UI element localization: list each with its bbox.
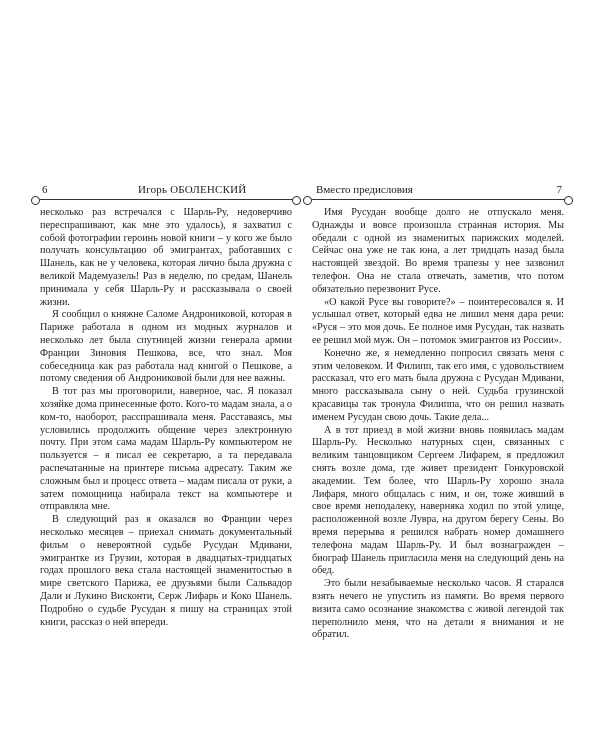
right-paragraph: «О какой Русе вы говорите?» – поинтересовался я. И услышал ответ, который едва не лишил меня дара речи: «Руся – это моя дочь. Ее полное имя Русудан, так назвать ее решил мой муж. Он – потомок эмигрантов из России». — [312, 296, 564, 346]
left-header-rule — [40, 199, 292, 200]
left-paragraph: Я сообщил о княжне Саломе Андрониковой, которая в Париже работала в одном из модных журналов и несколько лет была спутницей жизни генерала армии Франции Зиновия Пешкова, все, что знал. Моя собеседница как раз работала над книгой о Пешкове, а потому сведения об Андрониковой были для нее важны. — [40, 309, 292, 385]
right-page-body — [312, 207, 564, 642]
left-running-title: Игорь ОБОЛЕНСКИЙ — [138, 184, 247, 196]
right-page-header — [312, 183, 564, 203]
right-running-title: Вместо предисловия — [316, 184, 413, 196]
right-paragraph: Конечно же, я немедленно попросил связать меня с этим человеком. И Филипп, так его имя, с удовольствием рассказал, что его мать была дружна с Русудан Мдивани, много рассказывала сыну о ней. Судьба грузинской красавицы так тронула Филиппа, что он решил назвать именем Русудан свою дочь. Такие дела... — [312, 347, 564, 423]
right-page-number: 7 — [556, 184, 562, 196]
left-paragraph: несколько раз встречался с Шарль-Ру, недоверчиво переспрашивают, как мне это удалось), я захватил с собой фотографии героинь новой книги – у кого же было получать консультацию об эмигрантах, работавших с Шанель, как не у человека, которая лично была дружна с великой Мадемуазель! Раз в неделю, по средам, Шанель принимала у себя Шарль-Ру и рассказывала о своей жизни. — [40, 207, 292, 308]
left-paragraph: В тот раз мы проговорили, наверное, час. Я показал хозяйке дома принесенные фото. Кого-то мадам знала, а о ком-то, наоборот, расспрашивала меня. Расставаясь, мы условились продолжить общение через электронную почту. При этом сама мадам Шарль-Ру компьютером не пользуется – я писал ее секретарю, а та передавала распечатанные на принтере письма адресату. Таким же сложным был и процесс ответа – мадам писала от руки, а затем помощница набирала текст на компьютере и отправляла мне. — [40, 386, 292, 513]
left-page-number: 6 — [42, 184, 48, 196]
right-header-rule — [312, 199, 564, 200]
left-page-body — [40, 207, 292, 629]
left-page — [40, 183, 292, 653]
left-paragraph: В следующий раз я оказался во Франции через несколько месяцев – приехал снимать документальный фильм о невероятной судьбе Русудан Мдивани, эмигрантке из Грузии, которая в двадцатых-тридцатых годах прошлого века стала настоящей знаменитостью в мире светского Парижа, ее друзьями были Сальвадор Дали и Лукино Висконти, Серж Лифарь и Коко Шанель. Подробно о судьбе Русудан я пишу на страницах этой книги, рассказ о ней впереди. — [40, 514, 292, 628]
right-paragraph: Это были незабываемые несколько часов. Я старался взять нечего не упустить из памяти. Во время первого визита само осознание знакомства с живой легендой так переполнило меня, что на детали я внимания и не обратил. — [312, 578, 564, 641]
right-page — [312, 183, 564, 653]
left-page-header — [40, 183, 292, 203]
right-paragraph: А в тот приезд в мой жизни вновь появилась мадам Шарль-Ру. Несколько натурных сцен, связанных с великим танцовщиком Сергеем Лифарем, я предложил снять возле дома, где живет президент Гонкуровской академии. Тем более, что Шарль-Ру хорошо знала Лифаря, много общалась с ним, и он, тоже живший в свое время неподалеку, наверняка ходил по этой улице, расположенной возле Лувра, на другом берегу Сены. Во время перерыва я решился набрать номер домашнего телефона мадам Шарль-Ру. И был вознагражден – биограф Шанель пригласила меня на следующий день на обед. — [312, 424, 564, 577]
right-paragraph: Имя Русудан вообще долго не отпускало меня. Однажды и вовсе произошла странная история. Мы обедали с одной из знаменитых парижских моделей. Сейчас она уже не так юна, а лет тридцать назад была настоящей звездой. Во время трапезы у нее зазвонил телефон. Она не стала отвечать, заметив, что потом обязательно перезвонит Русе. — [312, 207, 564, 295]
